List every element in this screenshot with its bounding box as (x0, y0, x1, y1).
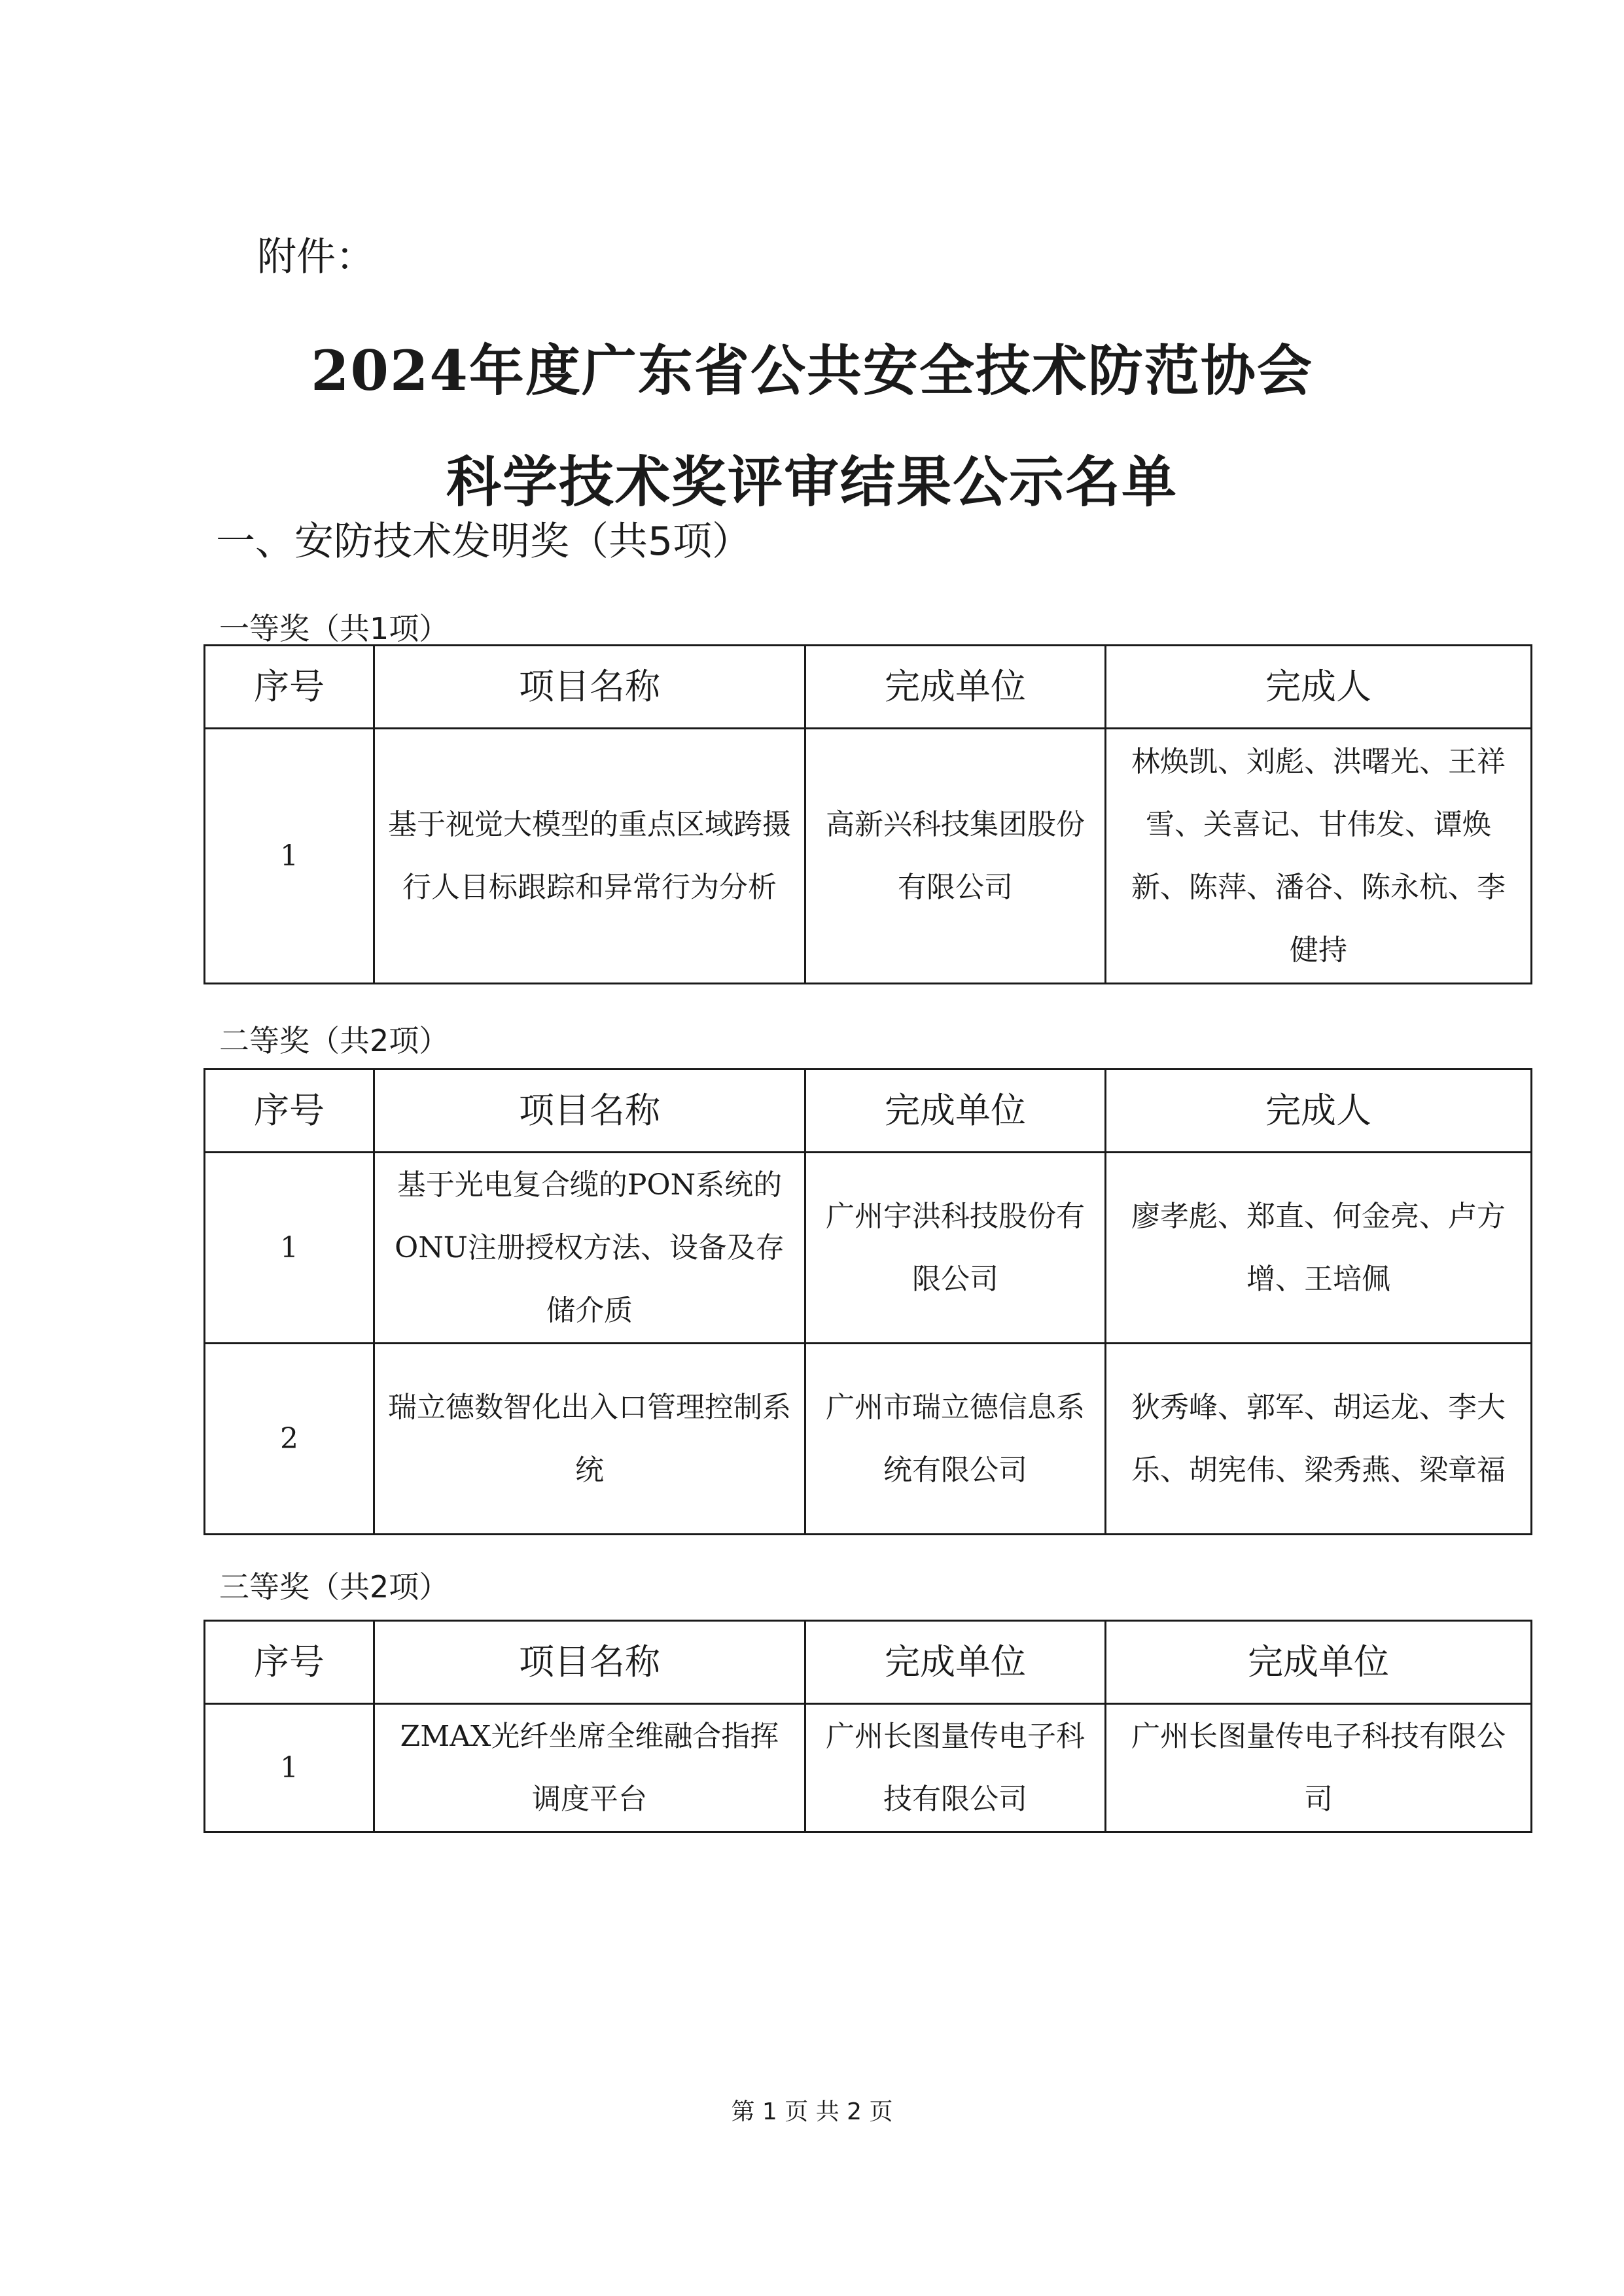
header-unit: 完成单位 (805, 1070, 1106, 1153)
header-unit-2: 完成单位 (1106, 1621, 1532, 1704)
row-unit: 广州长图量传电子科技有限公司 (805, 1704, 1106, 1832)
table-row (205, 1704, 1532, 1832)
header-project: 项目名称 (374, 1070, 805, 1153)
table-row (205, 1344, 1532, 1535)
first-prize-label: 一等奖（共1项） (219, 611, 450, 646)
row-no: 1 (205, 1704, 374, 1832)
header-people: 完成人 (1106, 1070, 1532, 1153)
second-prize-label: 二等奖（共2项） (219, 1023, 450, 1058)
third-prize-label: 三等奖（共2项） (219, 1569, 450, 1605)
header-people: 完成人 (1106, 646, 1532, 729)
header-unit: 完成单位 (805, 1621, 1106, 1704)
header-no: 序号 (205, 1070, 374, 1153)
second-prize-table (203, 1068, 1532, 1535)
row-unit: 广州市瑞立德信息系统有限公司 (805, 1344, 1106, 1535)
row-no: 1 (205, 1153, 374, 1344)
row-people: 林焕凯、刘彪、洪曙光、王祥雪、关喜记、甘伟发、谭焕新、陈萍、潘谷、陈永杭、李健持 (1106, 729, 1532, 984)
table-header-row (205, 1070, 1532, 1153)
first-prize-table (203, 644, 1532, 984)
document-title-line1: 2024年度广东省公共安全技术防范协会 (311, 338, 1313, 403)
row-project: ZMAX光纤坐席全维融合指挥调度平台 (374, 1704, 805, 1832)
row-project: 基于光电复合缆的PON系统的ONU注册授权方法、设备及存储介质 (374, 1153, 805, 1344)
header-project: 项目名称 (374, 646, 805, 729)
header-no: 序号 (205, 646, 374, 729)
table-header-row (205, 646, 1532, 729)
row-unit: 高新兴科技集团股份有限公司 (805, 729, 1106, 984)
table-row (205, 1153, 1532, 1344)
row-no: 2 (205, 1344, 374, 1535)
row-project: 瑞立德数智化出入口管理控制系统 (374, 1344, 805, 1535)
third-prize-table (203, 1620, 1532, 1833)
table-header-row (205, 1621, 1532, 1704)
document-title-line2: 科学技术奖评审结果公示名单 (446, 449, 1178, 514)
section-heading: 一、安防技术发明奖（共5项） (216, 519, 752, 565)
header-no: 序号 (205, 1621, 374, 1704)
row-unit-2: 广州长图量传电子科技有限公司 (1106, 1704, 1532, 1832)
row-no: 1 (205, 729, 374, 984)
row-people: 廖孝彪、郑直、何金亮、卢方增、王培佩 (1106, 1153, 1532, 1344)
row-project: 基于视觉大模型的重点区域跨摄行人目标跟踪和异常行为分析 (374, 729, 805, 984)
header-unit: 完成单位 (805, 646, 1106, 729)
page-footer: 第 1 页 共 2 页 (731, 2098, 893, 2125)
table-row (205, 729, 1532, 984)
row-unit: 广州宇洪科技股份有限公司 (805, 1153, 1106, 1344)
attachment-label: 附件： (257, 234, 375, 280)
header-project: 项目名称 (374, 1621, 805, 1704)
row-people: 狄秀峰、郭军、胡运龙、李大乐、胡宪伟、梁秀燕、梁章福 (1106, 1344, 1532, 1535)
